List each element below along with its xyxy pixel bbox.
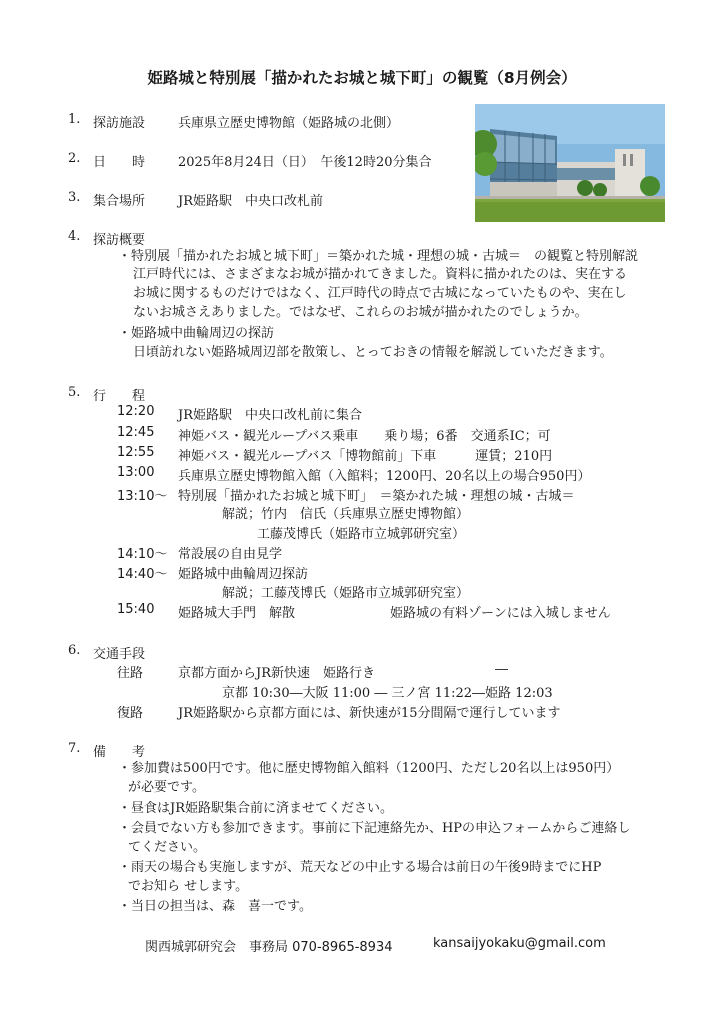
note-line: ・参加費は500円です。他に歴史博物館入館料（1200円、ただし20名以上は950円） bbox=[118, 761, 620, 776]
footer-organization: 関西城郭研究会 事務局 070-8965-8934 bbox=[145, 940, 393, 955]
note-line: でお知ら せします。 bbox=[128, 879, 249, 894]
schedule-time: 15:40 bbox=[117, 602, 155, 617]
page-title: 姫路城と特別展「描かれたお城と城下町」の観覧（8月例会） bbox=[147, 69, 577, 87]
schedule-text: 特別展「描かれたお城と城下町」 ＝築かれた城・理想の城・古城＝ bbox=[178, 489, 575, 504]
schedule-time: 13:00 bbox=[117, 465, 155, 480]
schedule-time: 12:45 bbox=[117, 425, 155, 440]
section-7-number: 7. bbox=[68, 741, 81, 756]
schedule-text: JR姫路駅 中央口改札前に集合 bbox=[178, 408, 362, 423]
section-3-number: 3. bbox=[68, 190, 81, 205]
schedule-text: 神姫バス・観光ループバス乗車 乗り場；6番 交通系IC；可 bbox=[178, 429, 551, 444]
note-line: が必要です。 bbox=[128, 780, 205, 795]
section-1-value: 兵庫県立歴史博物館（姫路城の北側） bbox=[178, 116, 400, 131]
return-label: 復路 bbox=[117, 706, 144, 721]
outbound-text: 京都方面からJR新快速 姫路行き bbox=[178, 666, 375, 681]
outbound-dash: ― bbox=[495, 662, 508, 677]
schedule-time: 12:20 bbox=[117, 404, 155, 419]
schedule-text: 解説；竹内 信氏（兵庫県立歴史博物館） bbox=[222, 507, 470, 522]
outbound-label: 往路 bbox=[117, 666, 144, 681]
section-1-number: 1. bbox=[68, 112, 81, 127]
overview-bullet-1-line-3: お城に関するものだけではなく、江戸時代の時点で古城になっていたものや、実在し bbox=[133, 286, 627, 301]
schedule-time: 14:40～ bbox=[117, 567, 168, 582]
overview-bullet-2-line-2: 日頃訪れない姫路城周辺部を散策し、とっておきの情報を解説していただきます。 bbox=[133, 345, 613, 360]
overview-bullet-1-line-1: ・特別展「描かれたお城と城下町」＝築かれた城・理想の城・古城＝ の観覧と特別解説 bbox=[118, 249, 639, 264]
outbound-times: 京都 10:30―大阪 11:00 ― 三ノ宮 11:22―姫路 12:03 bbox=[222, 686, 553, 701]
section-6-number: 6. bbox=[68, 643, 81, 658]
section-6-heading: 交通手段 bbox=[93, 647, 146, 662]
section-4-heading: 探訪概要 bbox=[93, 233, 146, 248]
section-5-heading: 行 程 bbox=[93, 389, 146, 404]
schedule-text: 兵庫県立歴史博物館入館（入館料；1200円、20名以上の場合950円） bbox=[178, 469, 591, 484]
schedule-text: 解説；工藤茂博氏（姫路市立城郭研究室） bbox=[222, 586, 470, 601]
section-4-number: 4. bbox=[68, 229, 81, 244]
return-text: JR姫路駅から京都方面には、新快速が15分間隔で運行しています bbox=[178, 706, 561, 721]
note-line: ・昼食はJR姫路駅集合前に済ませてください。 bbox=[118, 801, 393, 816]
museum-building-photo bbox=[475, 104, 665, 222]
overview-bullet-2-line-1: ・姫路城中曲輪周辺の探訪 bbox=[118, 326, 275, 341]
schedule-time: 13:10～ bbox=[117, 489, 168, 504]
section-3-heading: 集合場所 bbox=[93, 194, 146, 209]
section-7-heading: 備 考 bbox=[93, 745, 146, 760]
note-line: てください。 bbox=[128, 840, 207, 855]
schedule-text: 工藤茂博氏（姫路市立城郭研究室） bbox=[257, 527, 466, 542]
note-line: ・雨天の場合も実施しますが、荒天などの中止する場合は前日の午後9時までにHP bbox=[118, 860, 602, 875]
section-2-number: 2. bbox=[68, 151, 81, 166]
schedule-text: 常設展の自由見学 bbox=[178, 547, 283, 562]
note-line: ・当日の担当は、森 喜一です。 bbox=[118, 899, 312, 914]
overview-bullet-1-line-2: 江戸時代には、さまざまなお城が描かれてきました。資料に描かれたのは、実在する bbox=[133, 267, 628, 282]
section-3-value: JR姫路駅 中央口改札前 bbox=[178, 194, 323, 209]
section-1-heading: 探訪施設 bbox=[93, 116, 146, 131]
schedule-note: 姫路城の有料ゾーンには入城しません bbox=[390, 606, 611, 621]
schedule-text: 姫路城中曲輪周辺探訪 bbox=[178, 567, 309, 582]
schedule-time: 14:10～ bbox=[117, 547, 168, 562]
section-2-heading: 日 時 bbox=[93, 155, 146, 170]
schedule-text: 神姫バス・観光ループバス「博物館前」下車 運賃；210円 bbox=[178, 449, 553, 464]
section-2-value: 2025年8月24日（日） 午後12時20分集合 bbox=[178, 155, 432, 170]
footer-email[interactable]: kansaijyokaku@gmail.com bbox=[433, 936, 606, 951]
overview-bullet-1-line-4: ないお城さえありました。ではなぜ、これらのお城が描かれたのでしょうか。 bbox=[133, 305, 588, 320]
section-5-number: 5. bbox=[68, 385, 81, 400]
note-line: ・会員でない方も参加できます。事前に下記連絡先か、HPの申込フォームからご連絡し bbox=[118, 821, 631, 836]
schedule-time: 12:55 bbox=[117, 445, 155, 460]
schedule-text: 姫路城大手門 解散 bbox=[178, 606, 296, 621]
